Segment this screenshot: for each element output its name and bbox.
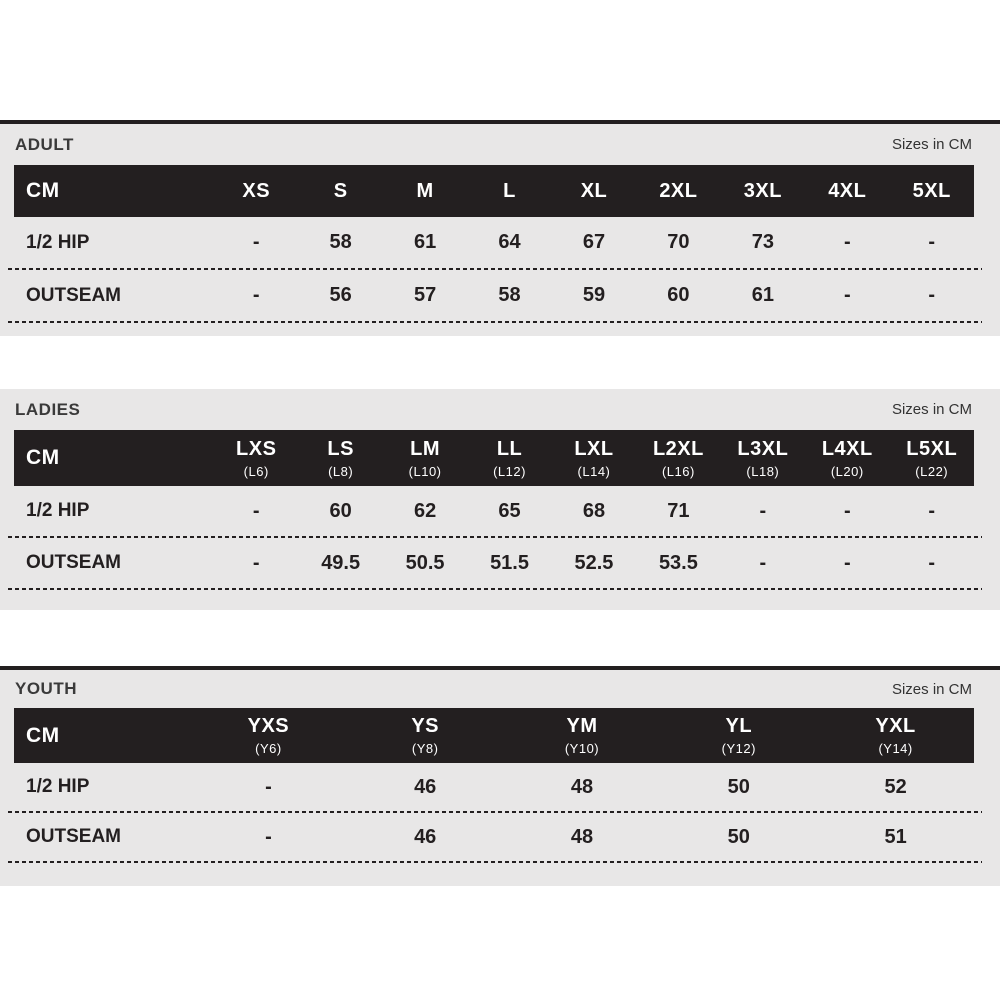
header-cell-size: YS (Y8) <box>347 715 504 756</box>
size-value: - <box>843 499 851 522</box>
header-cell-cm: CM <box>26 446 60 469</box>
size-header-row <box>14 708 974 763</box>
size-value: 57 <box>413 284 437 306</box>
size-value: 48 <box>570 825 594 848</box>
youth-section-header <box>0 670 1000 708</box>
size-value: 52 <box>884 775 907 798</box>
row-label: OUTSEAM <box>26 826 121 847</box>
size-value: - <box>759 551 767 574</box>
adult-size-chart-section <box>0 120 1000 336</box>
section-title: LADIES <box>15 399 81 419</box>
size-code-sub-label: (L6) <box>243 463 269 479</box>
size-value: 68 <box>582 499 606 522</box>
size-value: 61 <box>751 284 774 306</box>
size-value: 50.5 <box>405 551 445 574</box>
size-value: - <box>252 499 260 522</box>
header-cell-size: L5XL (L22) <box>890 438 974 479</box>
size-value: 73 <box>751 231 774 253</box>
header-cell-size: L2XL (L16) <box>636 438 720 479</box>
header-cell-size: YM (Y10) <box>504 715 661 756</box>
header-cell-size: M <box>416 179 434 202</box>
size-value: 50 <box>727 775 750 798</box>
header-cell-size: LL (L12) <box>467 438 551 479</box>
row-label: 1/2 HIP <box>26 776 90 797</box>
size-value: - <box>843 551 851 574</box>
size-value: - <box>252 231 260 253</box>
size-value: 58 <box>498 284 521 306</box>
size-header-row <box>14 430 974 486</box>
size-value: 60 <box>329 499 352 522</box>
dashed-row-divider <box>8 321 982 323</box>
size-value: 61 <box>413 231 437 253</box>
measurement-row-half-hip <box>14 763 974 811</box>
header-cell-size: 4XL <box>828 179 867 202</box>
size-value: 65 <box>498 499 521 522</box>
size-code-sub-label: (Y8) <box>411 741 439 756</box>
header-cell-size: 5XL <box>912 179 951 202</box>
size-value: 53.5 <box>658 551 698 574</box>
header-cell-cm: CM <box>26 723 60 747</box>
size-value: - <box>843 284 851 306</box>
adult-section-header <box>0 124 1000 165</box>
size-value: - <box>265 775 272 798</box>
header-cell-size: LM (L10) <box>383 438 467 479</box>
size-value: 49.5 <box>321 551 361 574</box>
size-value: - <box>265 825 272 848</box>
size-code-sub-label: (L16) <box>661 463 695 479</box>
dashed-row-divider <box>8 588 982 590</box>
size-code-sub-label: (Y14) <box>878 741 913 756</box>
size-value: - <box>843 231 851 253</box>
size-value: 62 <box>413 499 437 522</box>
size-code-sub-label: (Y6) <box>255 741 282 756</box>
row-label: 1/2 HIP <box>26 500 90 521</box>
size-value: 67 <box>582 231 606 253</box>
measurement-row-half-hip <box>14 486 974 536</box>
header-cell-size: LXL (L14) <box>552 438 636 479</box>
size-code-sub-label: (L12) <box>493 463 526 479</box>
size-value: 48 <box>570 775 594 798</box>
header-cell-size: S <box>333 179 348 202</box>
size-code-sub-label: (Y12) <box>721 741 756 756</box>
row-label: OUTSEAM <box>26 552 121 573</box>
size-value: 70 <box>667 231 690 253</box>
size-code-sub-label: (L8) <box>328 463 354 479</box>
size-value: 46 <box>414 775 437 798</box>
size-value: 50 <box>727 825 750 848</box>
size-value: - <box>928 499 936 522</box>
size-value: 46 <box>414 825 437 848</box>
header-cell-size: YXL (Y14) <box>817 715 974 756</box>
header-cell-size: XS <box>242 179 271 202</box>
size-value: 58 <box>329 231 352 253</box>
size-code-sub-label: (L22) <box>915 463 949 479</box>
size-code-sub-label: (L20) <box>830 463 864 479</box>
row-label: OUTSEAM <box>26 284 121 306</box>
sizes-unit-note: Sizes in CM <box>891 136 972 153</box>
header-cell-size: YXS (Y6) <box>190 715 347 756</box>
size-code-sub-label: (L14) <box>577 463 611 479</box>
size-value: 64 <box>498 231 521 253</box>
measurement-row-outseam <box>14 813 974 861</box>
size-code-sub-label: (Y10) <box>564 741 600 756</box>
header-cell-size: L3XL (L18) <box>721 438 805 479</box>
youth-size-chart-section <box>0 666 1000 886</box>
size-value: - <box>252 284 260 306</box>
header-cell-size: XL <box>580 179 608 202</box>
size-header-row <box>14 165 974 217</box>
size-value: 52.5 <box>574 551 614 574</box>
sizes-unit-note: Sizes in CM <box>891 680 972 698</box>
section-title: YOUTH <box>15 679 77 698</box>
size-value: - <box>928 231 936 253</box>
size-value: - <box>252 551 260 574</box>
header-cell-cm: CM <box>26 179 60 202</box>
size-value: 59 <box>582 284 606 306</box>
size-value: - <box>928 284 936 306</box>
header-cell-size: LXS (L6) <box>214 438 298 479</box>
header-cell-size: L <box>503 179 516 202</box>
row-label: 1/2 HIP <box>26 231 90 253</box>
measurement-row-outseam <box>14 270 974 321</box>
size-value: 60 <box>667 284 690 306</box>
sizes-unit-note: Sizes in CM <box>891 401 972 418</box>
header-cell-size: LS (L8) <box>298 438 382 479</box>
size-value: - <box>759 499 767 522</box>
ladies-size-chart-section <box>0 389 1000 610</box>
header-cell-size: YL (Y12) <box>660 715 817 756</box>
size-value: 51 <box>884 825 907 848</box>
header-cell-size: L4XL (L20) <box>805 438 889 479</box>
size-code-sub-label: (L18) <box>746 463 780 479</box>
dashed-row-divider <box>8 861 982 863</box>
size-value: 51.5 <box>490 551 529 574</box>
measurement-row-outseam <box>14 538 974 588</box>
measurement-row-half-hip <box>14 217 974 268</box>
size-code-sub-label: (L10) <box>408 463 442 479</box>
size-value: 71 <box>667 499 690 522</box>
size-value: 56 <box>329 284 352 306</box>
header-cell-size: 2XL <box>659 179 698 202</box>
section-title: ADULT <box>15 134 74 154</box>
ladies-section-header <box>0 389 1000 430</box>
header-cell-size: 3XL <box>743 179 782 202</box>
size-value: - <box>928 551 936 574</box>
